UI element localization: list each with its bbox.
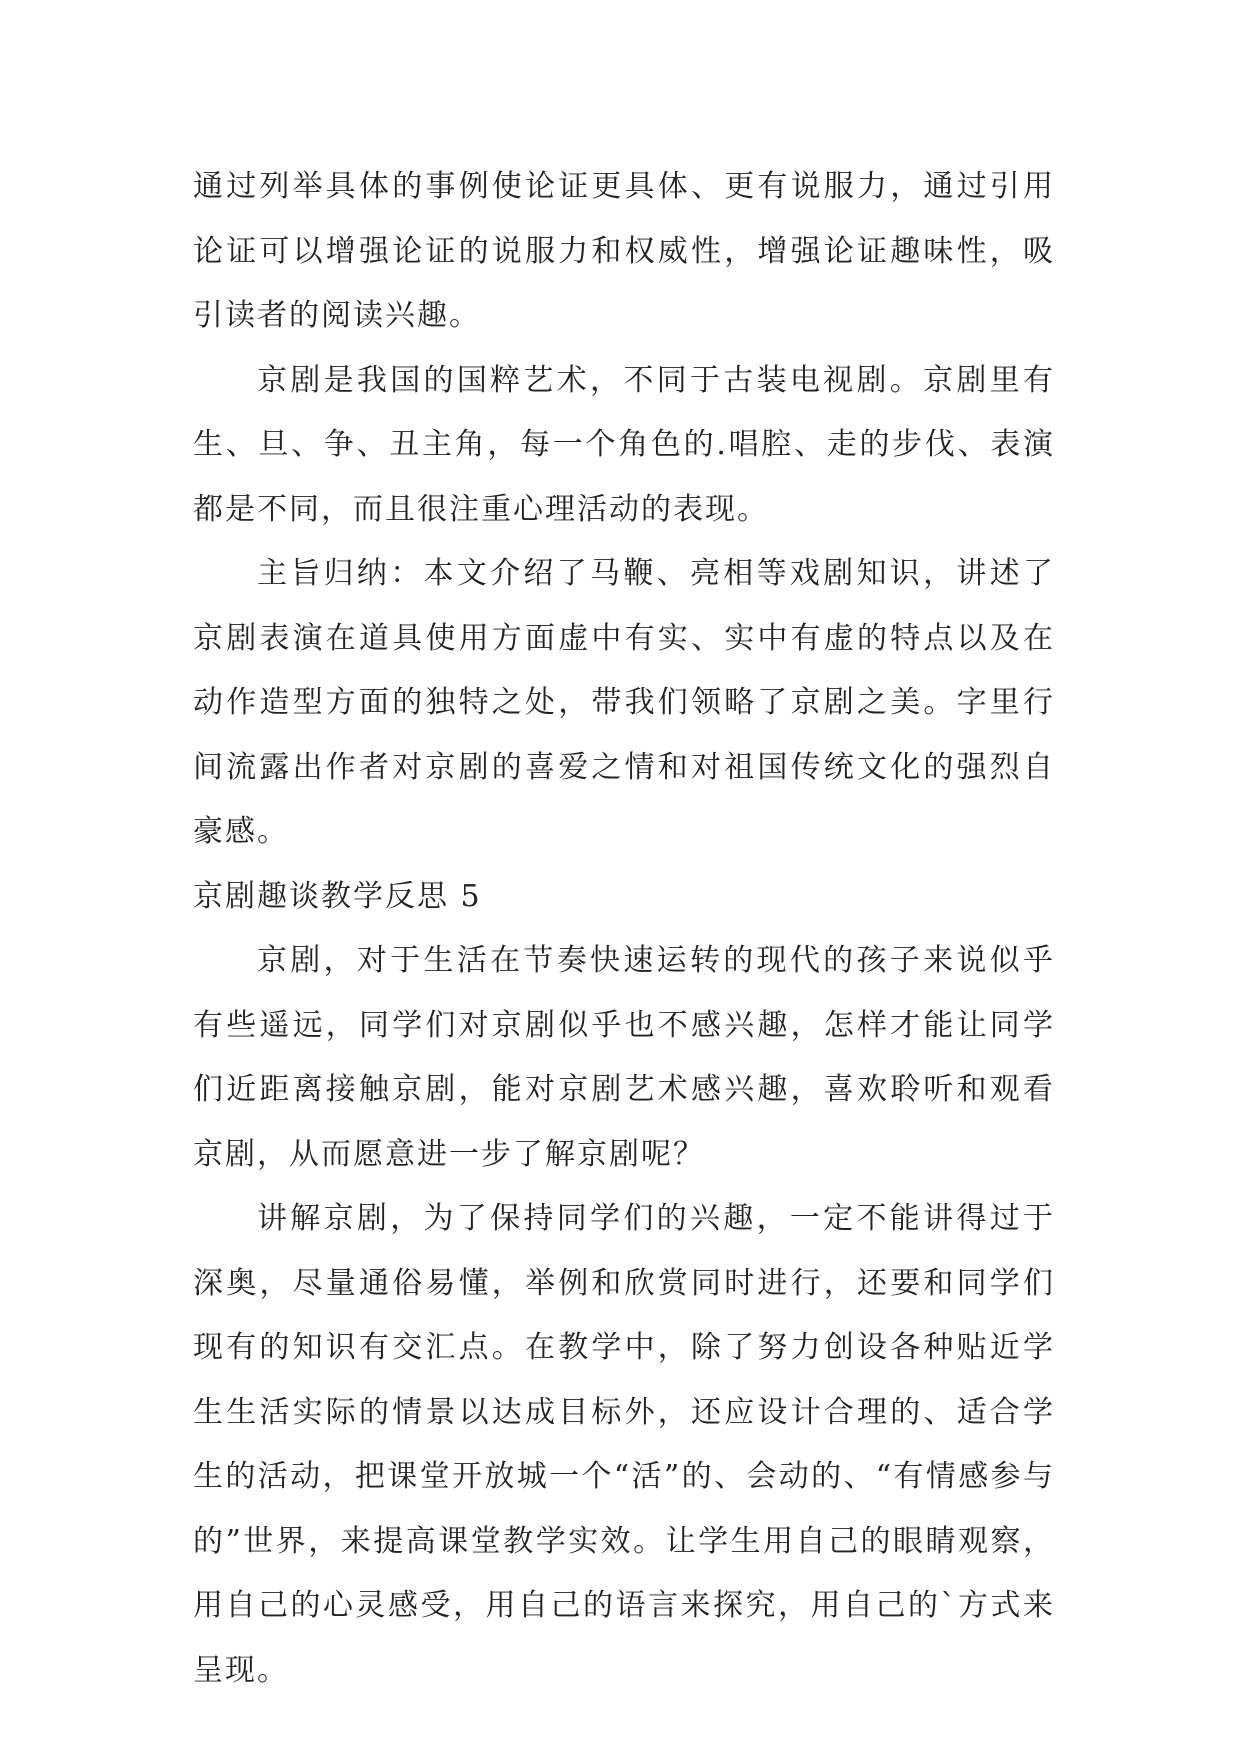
paragraph-1: 通过列举具体的事例使论证更具体、更有说服力，通过引用论证可以增强论证的说服力和权威性，增强论证趣味性，吸引读者的阅读兴趣。	[193, 169, 1055, 333]
section-heading: 京剧趣谈教学反思 5	[193, 878, 482, 914]
paragraph-4: 京剧，对于生活在节奏快速运转的现代的孩子来说似乎有些遥远，同学们对京剧似乎也不感兴趣，怎样才能让同学们近距离接触京剧，能对京剧艺术感兴趣，喜欢聆听和观看京剧，从而愿意进一步了解京剧呢？	[193, 943, 1055, 1172]
paragraph-3: 主旨归纳：本文介绍了马鞭、亮相等戏剧知识，讲述了京剧表演在道具使用方面虚中有实、实中有虚的特点以及在动作造型方面的独特之处，带我们领略了京剧之美。字里行间流露出作者对京剧的喜爱之情和对祖国传统文化的强烈自豪感。	[193, 556, 1055, 849]
document-body	[193, 155, 1055, 1703]
paragraph-2: 京剧是我国的国粹艺术，不同于古装电视剧。京剧里有生、旦、争、丑主角，每一个角色的.唱腔、走的步伐、表演都是不同，而且很注重心理活动的表现。	[193, 362, 1055, 527]
paragraph-5: 讲解京剧，为了保持同学们的兴趣，一定不能讲得过于深奥，尽量通俗易懂，举例和欣赏同时进行，还要和同学们现有的知识有交汇点。在教学中，除了努力创设各种贴近学生生活实际的情景以达成目标外，还应设计合理的、适合学生的活动，把课堂开放城一个“活”的、会动的、“有情感参与的”世界，来提高课堂教学实效。让学生用自己的眼睛观察，用自己的心灵感受，用自己的语言来探究，用自己的`方式来呈现。	[193, 1201, 1055, 1688]
